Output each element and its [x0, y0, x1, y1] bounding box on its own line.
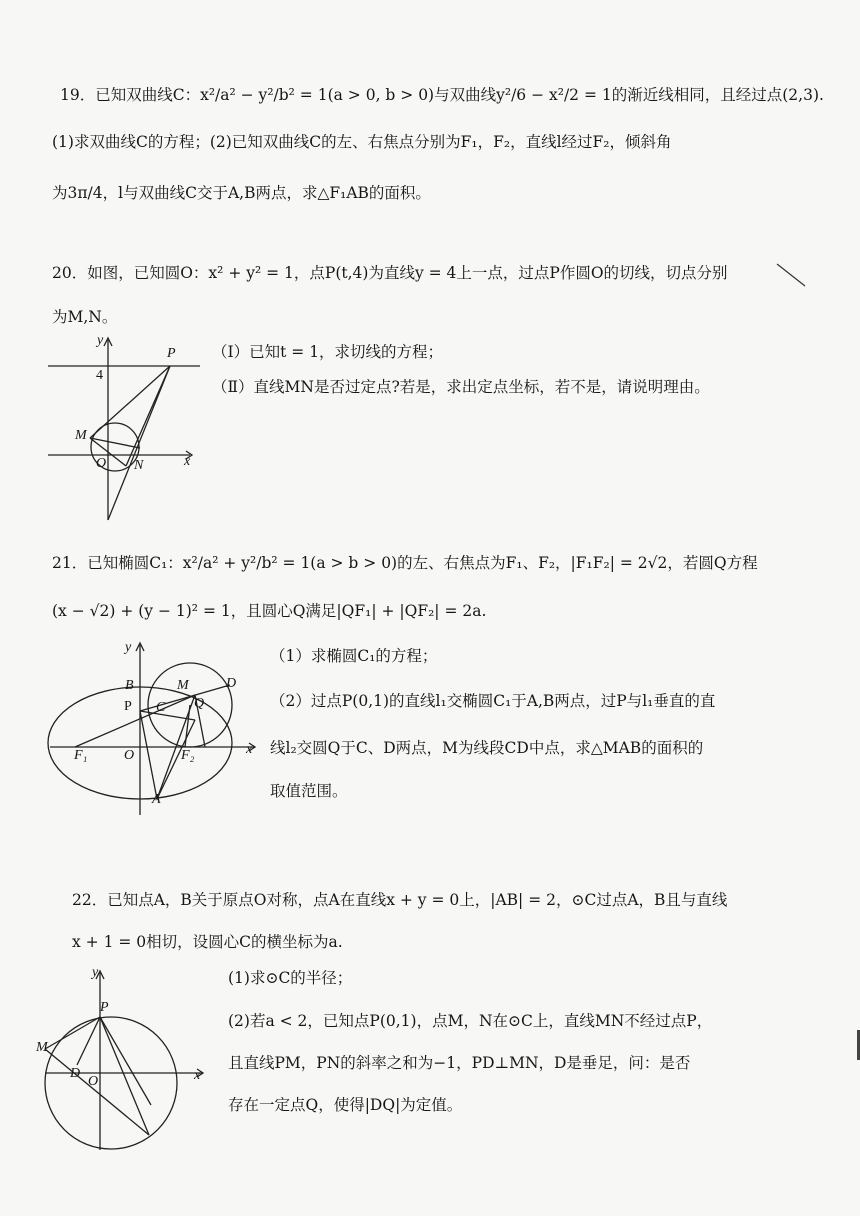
margin-mark: [775, 262, 815, 292]
segment-m-inner: [90, 438, 140, 448]
problem-21-line-1: 21．已知椭圆C₁：x²/a² + y²/b² = 1(a > b > 0)的左、右焦点为F₁、F₂，|F₁F₂| = 2√2，若圆Q方程: [52, 554, 758, 572]
fig20-label-n: N: [134, 458, 144, 473]
fig21-label-x: x: [246, 742, 253, 757]
segment-p-right: [100, 1017, 151, 1105]
fig21-label-q: Q: [194, 696, 205, 711]
problem-20-part-2: （Ⅱ）直线MN是否过定点?若是，求出定点坐标，若不是，请说明理由。: [212, 378, 710, 396]
segment-f1m: [75, 695, 195, 747]
fig21-label-a: A: [152, 792, 161, 807]
fig20-label-o: O: [96, 456, 107, 471]
problem-20-line-2: 为M,N。: [52, 308, 118, 326]
problem-19-line-1: 19．已知双曲线C：x²/a² − y²/b² = 1(a > 0, b > 0)与双曲线y²/6 − x²/2 = 1的渐近线相同，且经过点(2,3).: [60, 86, 824, 104]
problem-19-line-3: 为3π/4，l与双曲线C交于A,B两点，求△F₁AB的面积。: [52, 184, 431, 202]
fig21-label-m: M: [177, 678, 189, 693]
segment-pn: [100, 1017, 149, 1135]
problem-21-part-1: （1）求椭圆C₁的方程；: [270, 647, 438, 665]
problem-21-part-2a: （2）过点P(0,1)的直线l₁交椭圆C₁于A,B两点，过P与l₁垂直的直: [270, 692, 716, 710]
fig21-label-f1: F₁: [74, 748, 88, 763]
fig22-label-o: O: [88, 1074, 99, 1089]
problem-20-line-1: 20．如图，已知圆O：x² + y² = 1，点P(t,4)为直线y = 4上一点，过点P作圆O的切线，切点分别: [52, 264, 728, 282]
fig22-label-p: P: [100, 1000, 109, 1015]
fig21-label-o: O: [124, 748, 135, 763]
problem-20-figure: [40, 330, 210, 530]
problem-22-part-1: (1)求⊙C的半径；: [228, 969, 353, 987]
problem-20-part-1: （Ⅰ）已知t = 1，求切线的方程；: [212, 343, 444, 361]
line-l1: [140, 711, 157, 799]
fig21-label-c: C: [156, 700, 166, 715]
fig21-label-y: y: [125, 640, 132, 655]
problem-22-part-2c: 存在一定点Q，使得|DQ|为定值。: [228, 1096, 463, 1114]
fig20-label-m: M: [75, 428, 87, 443]
problem-22-line-1: 22．已知点A，B关于原点O对称，点A在直线x + y = 0上，|AB| = 2，⊙C过点A，B且与直线: [72, 891, 728, 909]
fig22-label-x: x: [194, 1068, 201, 1083]
fig20-label-y: y: [97, 333, 104, 348]
fig20-label-x: x: [184, 454, 191, 469]
problem-22-part-2a: (2)若a < 2，已知点P(0,1)，点M，N在⊙C上，直线MN不经过点P，: [228, 1012, 713, 1030]
problem-22-figure: [25, 965, 210, 1160]
fig22-label-d: D: [70, 1066, 81, 1081]
segment-f2q: [185, 705, 190, 747]
fig21-label-b: B: [125, 678, 134, 693]
problem-21-part-2c: 取值范围。: [270, 782, 348, 800]
fig21-label-d: D: [226, 676, 237, 691]
fig20-label-p: P: [167, 346, 176, 361]
problem-22-part-2b: 且直线PM，PN的斜率之和为−1，PD⊥MN，D是垂足，问：是否: [228, 1054, 691, 1072]
fig21-label-f2: F₂: [181, 748, 195, 763]
segment-mn: [45, 1049, 149, 1135]
problem-21-part-2b: 线l₂交圆Q于C、D两点，M为线段CD中点，求△MAB的面积的: [270, 739, 704, 757]
problem-19-line-2: (1)求双曲线C的方程；(2)已知双曲线C的左、右焦点分别为F₁，F₂，直线l经过F₂，倾斜角: [52, 133, 672, 151]
fig20-label-4: 4: [96, 368, 103, 383]
fig22-label-m: M: [36, 1040, 48, 1055]
fig22-label-y: y: [92, 965, 99, 980]
fig21-label-p: P: [124, 699, 132, 714]
problem-22-line-2: x + 1 = 0相切，设圆心C的横坐标为a.: [72, 933, 343, 951]
problem-21-line-2: (x − √2) + (y − 1)² = 1，且圆心Q满足|QF₁| + |QF₂| = 2a.: [52, 602, 487, 620]
